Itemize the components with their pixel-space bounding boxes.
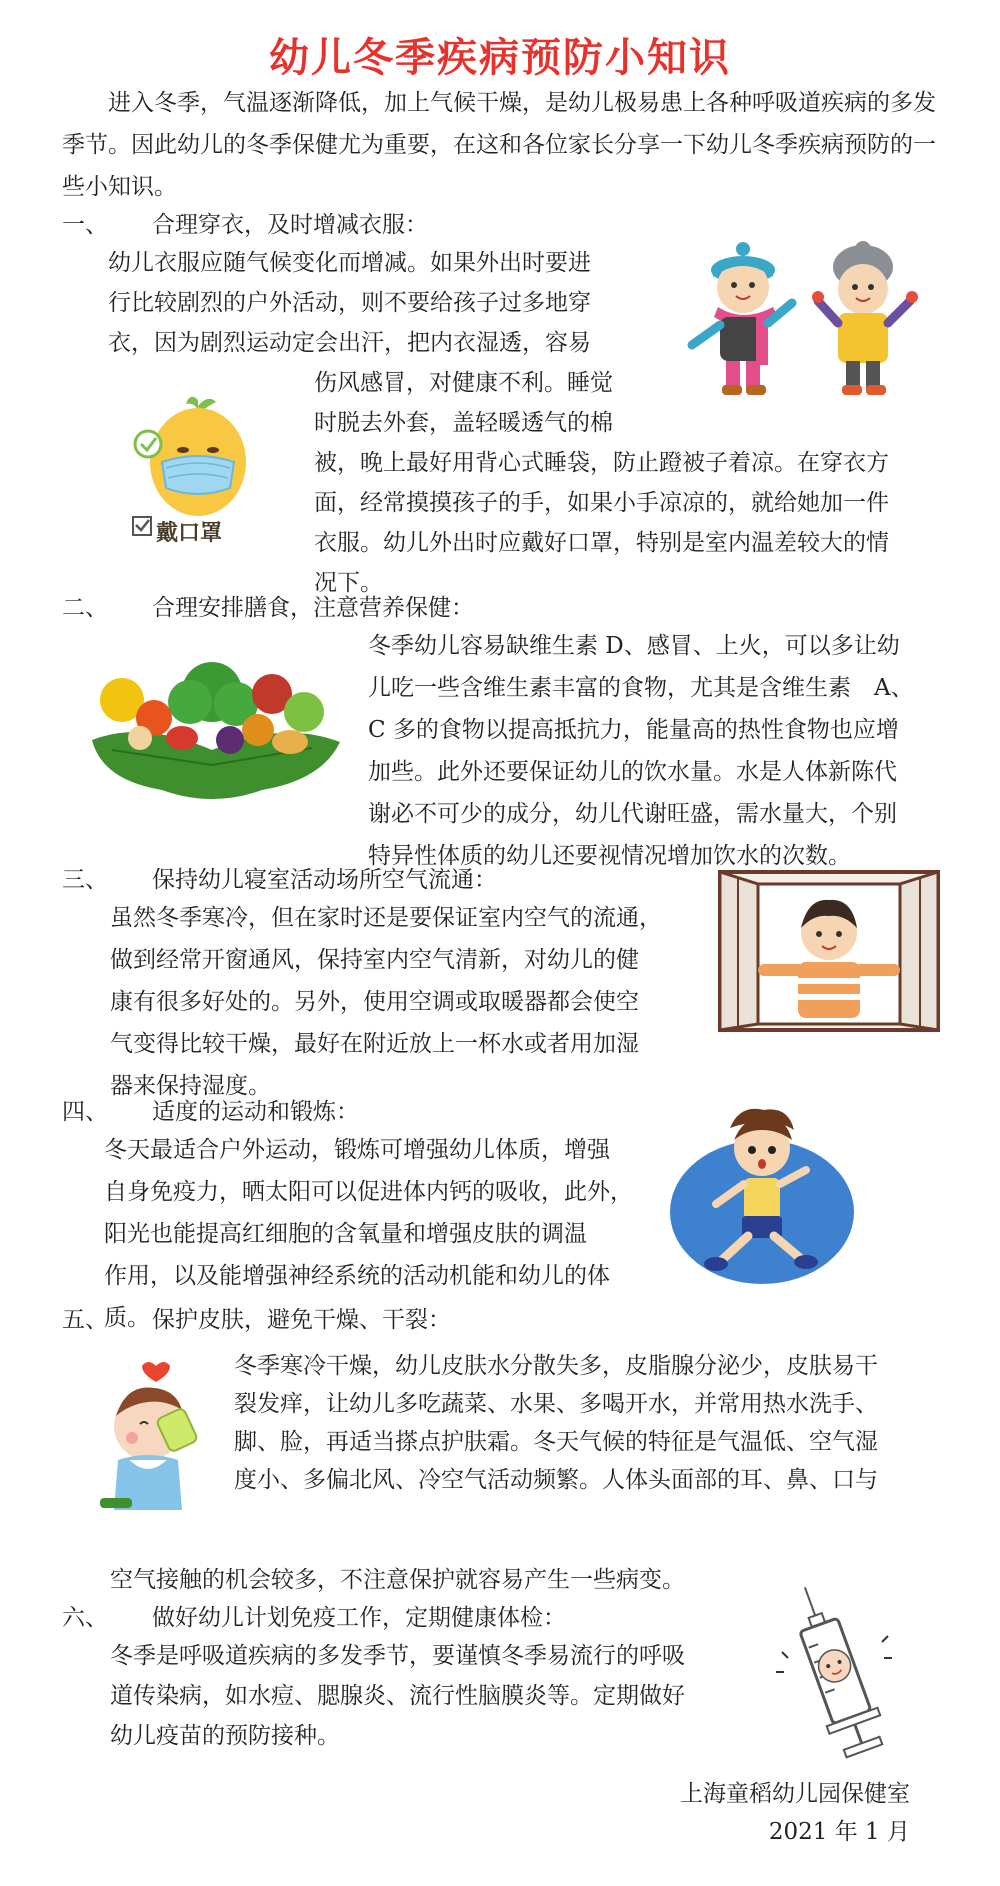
- section-1-line: 行比较剧烈的户外活动，则不要给孩子过多地穿: [108, 290, 591, 316]
- section-3-line: 虽然冬季寒冷，但在家时还是要保证室内空气的流通，: [110, 905, 662, 931]
- section-2-line: 特异性体质的幼儿还要视情况增加饮水的次数。: [368, 843, 851, 869]
- section-2-line: 谢必不可少的成分，幼儿代谢旺盛，需水量大，个别: [368, 801, 897, 827]
- section-6-line: 幼儿疫苗的预防接种。: [110, 1723, 340, 1749]
- section-1-line: 衣服。幼儿外出时应戴好口罩，特别是室内温差较大的情: [314, 530, 889, 556]
- section-5-line: 冬季寒冷干燥，幼儿皮肤水分散失多，皮脂腺分泌少，皮肤易干: [234, 1353, 878, 1379]
- section-heading-4: 四、 适度的运动和锻炼：: [62, 1099, 359, 1125]
- section-2-line: 儿吃一些含维生素丰富的食物，尤其是含维生素 A、: [368, 675, 914, 701]
- winter-kids-illustration: [668, 225, 938, 400]
- section-4-line: 作用，以及能增强神经系统的活动机能和幼儿的体: [104, 1263, 610, 1289]
- section-heading-1: 一、 合理穿衣，及时增减衣服：: [62, 212, 428, 238]
- section-1-line: 被，晚上最好用背心式睡袋，防止蹬被子着凉。在穿衣方: [314, 450, 889, 476]
- section-1-line: 时脱去外套，盖轻暖透气的棉: [314, 410, 613, 436]
- section-4-line: 质。: [104, 1305, 150, 1331]
- section-heading-6: 六、 做好幼儿计划免疫工作，定期健康体检：: [62, 1605, 566, 1631]
- footer-date: 2021 年 1 月: [768, 1819, 910, 1845]
- intro-paragraph: 进入冬季，气温逐渐降低，加上气候干燥，是幼儿极易患上各种呼吸道疾病的多发季节。因此幼儿的冬季保健尤为重要，在这和各位家长分享一下幼儿冬季疾病预防的一些小知识。: [62, 90, 936, 200]
- footer-organization: 上海童稻幼儿园保健室: [680, 1781, 910, 1807]
- section-1-line: 况下。: [314, 570, 383, 596]
- section-3-line: 气变得比较干燥，最好在附近放上一杯水或者用加湿: [110, 1031, 639, 1057]
- section-5-line: 脚、脸，再适当搽点护肤霜。冬天气候的特征是气温低、空气湿: [234, 1429, 878, 1455]
- section-4-line: 自身免疫力，晒太阳可以促进体内钙的吸收，此外，: [104, 1179, 633, 1205]
- section-6-line: 道传染病，如水痘、腮腺炎、流行性脑膜炎等。定期做好: [110, 1683, 685, 1709]
- section-6-line: 冬季是呼吸道疾病的多发季节，要谨慎冬季易流行的呼吸: [110, 1643, 685, 1669]
- section-5-line: 空气接触的机会较多，不注意保护就容易产生一些病变。: [110, 1567, 685, 1593]
- vegetables-illustration: [82, 630, 347, 810]
- open-window-illustration: [718, 870, 940, 1032]
- running-boy-illustration: [660, 1100, 860, 1290]
- section-1-line: 伤风感冒，对健康不利。睡觉: [314, 370, 613, 396]
- section-4-line: 冬天最适合户外运动，锻炼可增强幼儿体质，增强: [104, 1137, 610, 1163]
- page-title: 幼儿冬季疾病预防小知识: [269, 35, 731, 81]
- section-heading-3: 三、 保持幼儿寝室活动场所空气流通：: [62, 867, 497, 893]
- section-heading-2: 二、 合理安排膳食，注意营养保健：: [62, 595, 474, 621]
- section-4-line: 阳光也能提高红细胞的含氧量和增强皮肤的调温: [104, 1221, 587, 1247]
- section-1-line: 面，经常摸摸孩子的手，如果小手凉凉的，就给她加一件: [314, 490, 889, 516]
- section-5-line: 度小、多偏北风、冷空气活动频繁。人体头面部的耳、鼻、口与: [234, 1467, 878, 1493]
- section-2-line: C 多的食物以提高抵抗力，能量高的热性食物也应增: [368, 717, 899, 743]
- section-3-line: 做到经常开窗通风，保持室内空气清新，对幼儿的健: [110, 947, 639, 973]
- baby-drinking-illustration: [96, 1360, 216, 1520]
- section-1-line: 幼儿衣服应随气候变化而增减。如果外出时要进: [108, 250, 591, 276]
- section-5-line: 裂发痒，让幼儿多吃蔬菜、水果、多喝开水，并常用热水洗手、: [234, 1391, 878, 1417]
- section-3-line: 器来保持湿度。: [110, 1073, 271, 1099]
- section-heading-5: 五、 保护皮肤，避免干燥、干裂：: [62, 1307, 451, 1333]
- mask-label: 戴口罩: [156, 521, 223, 546]
- section-1-line: 衣，因为剧烈运动定会出汗，把内衣湿透，容易: [108, 330, 591, 356]
- syringe-illustration: [770, 1580, 900, 1760]
- section-2-line: 冬季幼儿容易缺维生素 D、感冒、上火，可以多让幼: [368, 633, 900, 659]
- section-3-line: 康有很多好处的。另外，使用空调或取暖器都会使空: [110, 989, 639, 1015]
- section-2-line: 加些。此外还要保证幼儿的饮水量。水是人体新陈代: [368, 759, 897, 785]
- mask-child-illustration: [128, 392, 263, 552]
